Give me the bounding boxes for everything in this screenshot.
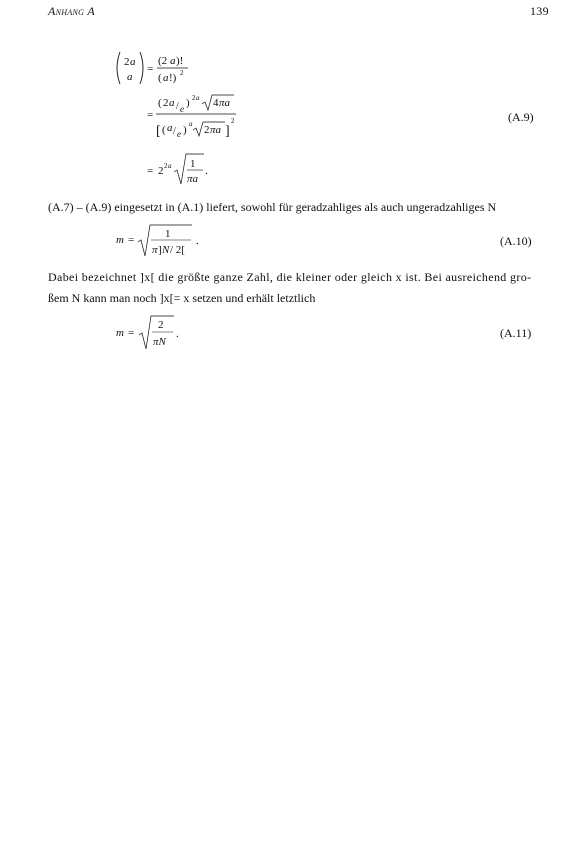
svg-text:a: a [168, 162, 172, 170]
paragraph-2-line-2: ßem N kann man noch ]x[= x setzen und erhält letztlich [48, 291, 316, 305]
svg-text:2: 2 [164, 162, 168, 170]
running-head-text: Anhang A [48, 4, 95, 18]
svg-text:πa: πa [219, 97, 231, 109]
svg-text:[: [ [156, 124, 161, 139]
svg-text:2: 2 [158, 165, 164, 177]
svg-text:/: / [173, 126, 176, 137]
svg-text:πa: πa [187, 173, 199, 185]
equation-label-a11: (A.11) [500, 326, 532, 340]
svg-text:/ 2[: / 2[ [170, 244, 185, 256]
svg-text:N: N [162, 244, 170, 256]
equation-label-a9: (A.9) [508, 110, 534, 124]
paragraph-2-line-1: Dabei bezeichnet ]x[ die größte ganze Zahl, die kleiner oder gleich x ist. Bei ausreichend gro- [48, 270, 532, 284]
equation-label-a10: (A.10) [500, 234, 532, 248]
svg-text:(: ( [162, 124, 166, 136]
svg-text:=: = [147, 109, 154, 121]
svg-text:.: . [205, 165, 208, 177]
svg-text:2: 2 [163, 97, 169, 109]
svg-text:a: a [169, 97, 175, 109]
svg-text:(2: (2 [158, 55, 168, 67]
svg-text:e: e [177, 129, 181, 139]
svg-text:.: . [196, 235, 199, 247]
svg-text:e: e [180, 104, 184, 114]
svg-text:a: a [196, 94, 200, 102]
svg-text:2: 2 [231, 117, 235, 125]
svg-text:(: ( [158, 97, 162, 109]
svg-text:a: a [127, 71, 133, 83]
svg-text:a: a [170, 55, 176, 67]
svg-text:=: = [128, 234, 135, 246]
svg-text:a: a [130, 56, 136, 68]
svg-text:a: a [189, 120, 193, 128]
svg-text:π: π [152, 244, 158, 256]
svg-text:2: 2 [158, 319, 164, 331]
svg-text:2: 2 [192, 94, 196, 102]
svg-text:4: 4 [213, 97, 219, 109]
running-head [48, 4, 95, 19]
svg-text:!): !) [169, 72, 177, 84]
page-number: 139 [530, 4, 549, 18]
svg-text:): ) [186, 97, 190, 109]
svg-text:.: . [176, 328, 179, 340]
paragraph-1: (A.7) – (A.9) eingesetzt in (A.1) liefert, sowohl für geradzahliges als auch ungeradzahliges N [48, 200, 497, 214]
svg-text:/: / [176, 101, 179, 112]
svg-text:πa: πa [210, 124, 222, 136]
svg-text:2: 2 [180, 69, 184, 77]
svg-text:1: 1 [190, 158, 196, 170]
equation-a11 [112, 312, 192, 354]
svg-text:1: 1 [165, 228, 171, 240]
svg-text:a: a [163, 72, 169, 84]
svg-text:): ) [183, 124, 187, 136]
svg-text:]: ] [225, 124, 230, 139]
svg-text:]: ] [158, 244, 162, 256]
svg-text:=: = [147, 165, 154, 177]
svg-text:2: 2 [124, 56, 130, 68]
equation-a10 [112, 222, 212, 262]
equation-a9 [110, 46, 250, 194]
svg-text:)!: )! [176, 55, 184, 67]
svg-text:=: = [147, 63, 154, 75]
svg-text:(: ( [158, 72, 162, 84]
svg-text:2: 2 [204, 124, 210, 136]
svg-text:m: m [116, 234, 124, 246]
svg-text:m: m [116, 327, 124, 339]
svg-text:=: = [128, 327, 135, 339]
svg-text:a: a [167, 122, 173, 134]
svg-text:πN: πN [153, 336, 166, 348]
